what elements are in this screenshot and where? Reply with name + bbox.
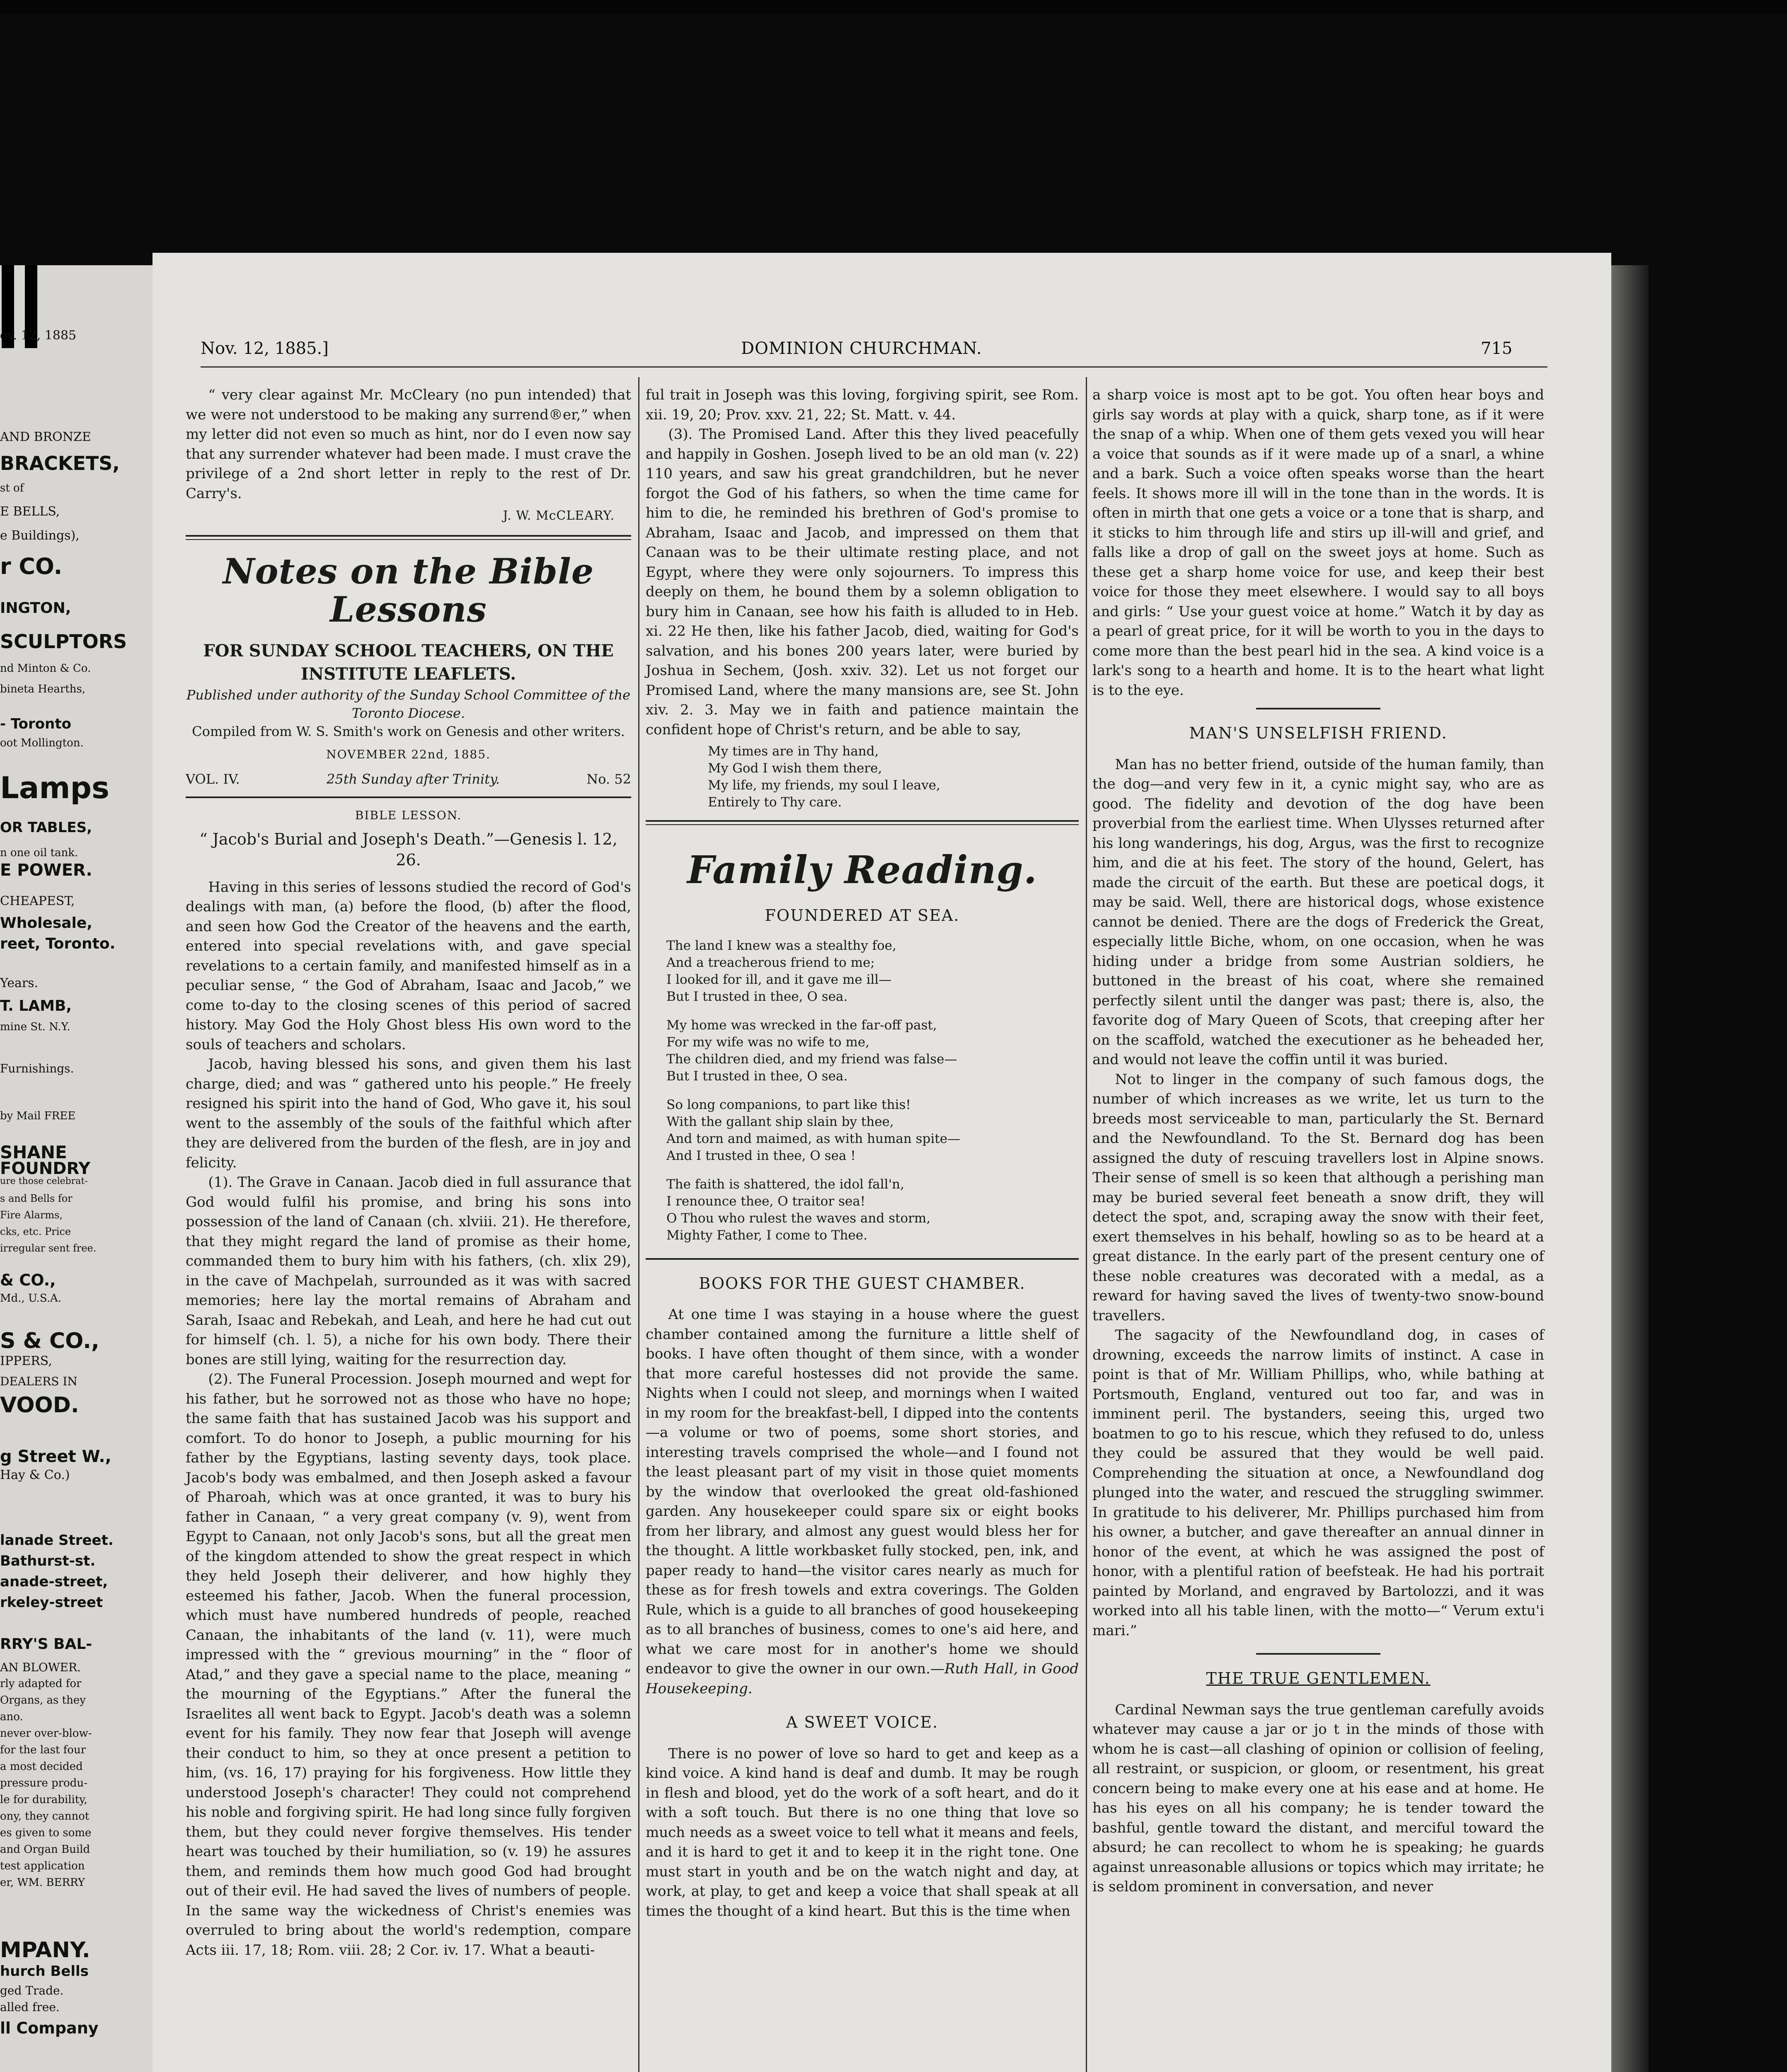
poem-line: O Thou who rulest the waves and storm, [666, 1210, 931, 1226]
lesson-title: “ Jacob's Burial and Joseph's Death.”—Genesis l. 12, 26. [199, 830, 617, 869]
previous-page-fragment: Fire Alarms, [0, 1209, 63, 1221]
header-title: DOMINION CHURCHMAN. [741, 339, 982, 358]
section-rule [186, 535, 631, 540]
column-2 [646, 385, 1079, 1921]
previous-page-fragment: - Toronto [0, 716, 71, 732]
previous-page-fragment: E BELLS, [0, 504, 60, 519]
lesson-paragraph: (1). The Grave in Canaan. Jacob died in full assurance that God would fulfil his promise, and bring his sons into possession of the land of Canaan (ch. xlviii. 21). He therefore, that they might regard the land of promise as their home, commanded them to bury him with his fathers, (ch. xlix 29), in the cave of Machpelah, surrounded as it was with sacred memories; here lay the mortal remains of Abraham and Sarah, Isaac and Rebekah, and Leah, and here he had cut out for himself (ch. l. 5), a niche for his own body. There their bones are still lying, waiting for the resurrection day. [186, 1174, 631, 1368]
previous-page-fragment: Wholesale, [0, 915, 92, 932]
gentleman-title: THE TRUE GENTLEMEN. [1206, 1669, 1431, 1687]
previous-page-fragment: and Organ Build [0, 1843, 90, 1856]
poem-line: For my wife was no wife to me, [666, 1034, 869, 1050]
previous-page-fragment: alled free. [0, 2000, 60, 2014]
previous-page-fragment: s and Bells for [0, 1193, 73, 1204]
hymn-line: My life, my friends, my soul I leave, [708, 778, 940, 793]
sweet-voice-title: A SWEET VOICE. [786, 1713, 939, 1732]
column-rule [638, 377, 639, 2072]
letter-ending: “ very clear against Mr. McCleary (no pun intended) that we were not understood to be making any surrend®er,” when my letter did not even so much as hint, nor do I even now say that any surrender whatever had been made. I must crave the privilege of a 2nd short letter in reply to the rest of Dr. Carry's. [186, 387, 631, 502]
previous-page-fragment: Lamps [0, 770, 109, 805]
previous-page-fragment: SHANE [0, 1142, 67, 1162]
section-rule [186, 796, 631, 798]
newspaper-page [153, 253, 1611, 2072]
previous-page-fragment: a most decided [0, 1760, 83, 1773]
books-title: BOOKS FOR THE GUEST CHAMBER. [699, 1274, 1026, 1293]
previous-page-fragment: E POWER. [0, 861, 92, 880]
friend-paragraph: Not to linger in the company of such famous dogs, the number of which increases as we write, let us turn to the breeds most serviceable to man, particularly the St. Bernard and the Newfoundland. To the St. Bernard dog has been assigned the duty of rescuing travellers lost in Alpine snows. Their sense of smell is so keen that although a perishing man may be buried several feet beneath a snow drift, they will detect the spot, and, scraping away the snow with their feet, exert themselves in his behalf, howling so as to be heard at a great distance. In the early part of the present century one of these noble creatures was decorated with a medal, as a reward for having saved the lives of twenty-two snow-bound travellers. [1092, 1071, 1544, 1324]
lesson-paragraph: (2). The Funeral Procession. Joseph mourned and wept for his father, but he sorrowed not as those who have no hope; the same faith that has sustained Jacob was his support and comfort. To do honor to Joseph, a public mourning for his father by the Egyptians, lasting seventy days, took place. Jacob's body was embalmed, and then Joseph asked a favour of Pharoah, which was at once granted, it was to bury his father in Canaan, “ a very great company (v. 9), went from Egypt to Canaan, not only Jacob's sons, but all the great men of the kingdom attended to show the great respect in which they held Joseph their deliverer, and how highly they esteemed his father, Jacob. When the funeral procession, which must have numbered hundreds of people, reached Canaan, the inhabitants of the land (v. 11), were much impressed with the “ grevious mourning” in the “ floor of Atad,” and they gave a special name to the place, meaning “ the mourning of the Egyptians.” After the funeral the Israelites all went back to Egypt. Jacob's death was a solemn event for his family. They now fear that Joseph will avenge their conduct to him, so they at once present a petition to him, (vs. 16, 17) praying for his forgiveness. How little they understood Joseph's character! They could not comprehend his noble and forgiving spirit. He had long since fully forgiven them, but they could never forgive themselves. His tender heart was touched by their humiliation, so (v. 19) he assures them, and reminds them how much good God had brought out of their evil. He had saved the lives of numbers of people. In the same way the wickedness of Christ's enemies was overruled to bring about the world's redemption, compare Acts iii. 17, 18; Rom. viii. 28; 2 Cor. iv. 17. What a beauti- [186, 1371, 631, 1958]
poem-line: And torn and maimed, as with human spite— [666, 1131, 961, 1146]
previous-page-fragment: DEALERS IN [0, 1375, 77, 1388]
previous-page-fragment: IPPERS, [0, 1354, 52, 1368]
previous-page-fragment: anade-street, [0, 1573, 108, 1590]
friend-title: MAN'S UNSELFISH FRIEND. [1189, 724, 1448, 742]
foundered-title: FOUNDERED AT SEA. [765, 906, 960, 925]
notes-authority: Published under authority of the Sunday School Committee of the Toronto Diocese. [186, 687, 631, 721]
previous-page-fragment: AND BRONZE [0, 430, 91, 444]
previous-page-fragment: ony, they cannot [0, 1810, 90, 1823]
poem-line: And a treacherous friend to me; [666, 955, 875, 970]
letter-signature: J. W. McCLEARY. [503, 508, 615, 523]
lesson-meta-row [186, 770, 631, 789]
poem-line: Mighty Father, I come to Thee. [666, 1227, 867, 1243]
previous-page-fragment: Organs, as they [0, 1694, 86, 1706]
hymn-line: Entirely to Thy care. [708, 795, 842, 810]
previous-page-fragment: es given to some [0, 1827, 92, 1839]
poem-line: My home was wrecked in the far-off past, [666, 1017, 937, 1033]
section-rule [1256, 1653, 1380, 1655]
previous-page-fragment: cks, etc. Price [0, 1226, 71, 1237]
previous-page-fragment: reet, Toronto. [0, 935, 116, 952]
books-paragraph [646, 1305, 1079, 1699]
previous-page-fragment: AN BLOWER. [0, 1661, 81, 1674]
poem-line: But I trusted in thee, O sea. [666, 1068, 848, 1084]
poem-line: The faith is shattered, the idol fall'n, [666, 1176, 904, 1192]
lesson-paragraph: (3). The Promised Land. After this they lived peacefully and happily in Goshen. Joseph lived to be an old man (v. 22) 110 years, and saw his great grandchildren, but he never forgot the God of his fathers, so when the time came for him to die, he reminded his brethren of God's promise to Abraham, Isaac and Jacob, and impressed on them that Canaan was to be their ultimate resting place, and not Egypt, where they were only sojourners. To impress this deeply on them, he bound them by a solemn obligation to bury him in Canaan, see how his faith is alluded to in Heb. xi. 22 He then, like his father Jacob, died, waiting for God's salvation, and his bones 200 years later, were buried by Joshua in Sechem, (Josh. xxiv. 32). Let us not forget our Promised Land, where the many mansions are, see St. John xiv. 2. 3. May we in faith and patience maintain the confident hope of Christ's return, and be able to say, [646, 426, 1079, 738]
previous-page-fragment: Furnishings. [0, 1062, 74, 1075]
poem-line: I looked for ill, and it gave me ill— [666, 972, 892, 987]
previous-page-fragment: mine St. N.Y. [0, 1021, 70, 1033]
column-3 [1092, 385, 1544, 1897]
previous-page-fragment: OR TABLES, [0, 819, 92, 836]
previous-page-fragment: MPANY. [0, 1938, 90, 1963]
previous-page-fragment: Hay & Co.) [0, 1468, 70, 1482]
notes-subtitle: FOR SUNDAY SCHOOL TEACHERS, ON THE INSTITUTE LEAFLETS. [203, 641, 614, 684]
previous-page-fragment: lanade Street. [0, 1532, 114, 1549]
poem-foundered-at-sea [646, 937, 1079, 1244]
previous-page-fragment: ll Company [0, 2019, 99, 2037]
previous-page-fragment: T. LAMB, [0, 997, 72, 1014]
previous-page-fragment: irregular sent free. [0, 1242, 97, 1254]
volume-label: VOL. IV. [186, 771, 240, 787]
previous-page-fragment: INGTON, [0, 600, 71, 617]
previous-page-fragment: FOUNDRY [0, 1159, 91, 1178]
scanner-border [0, 0, 1787, 14]
family-reading-title: Family Reading. [687, 847, 1037, 892]
sweet-voice-continued: a sharp voice is most apt to be got. You often hear boys and girls say words at play with a quick, sharp tone, as if it were the snap of a whip. When one of them gets vexed you will hear a voice that sounds as if it were made up of a snarl, a whine and a bark. Such a voice often speaks worse than the heart feels. It shows more ill will in the tone than in the words. It is often in mirth that one gets a voice or a tone that is sharp, and it sticks to him through life and stirs up ill-will and grief, and falls like a drop of gall on the sweet joys at home. Such as these get a sharp home voice for use, and keep their best voice for those they meet elsewhere. I would say to all boys and girls: “ Use your guest voice at home.” Watch it by day as a pearl of great price, for it will be worth to you in the days to come more than the best pearl hid in the sea. A kind voice is a lark's song to a hearth and home. It is to the heart what light is to the eye. [1092, 387, 1544, 699]
sunday-label: 25th Sunday after Trinity. [326, 771, 500, 787]
previous-page-fragment: le for durability, [0, 1794, 87, 1806]
previous-page-fragment: ged Trade. [0, 1984, 64, 1997]
previous-page-fragment: RRY'S BAL- [0, 1636, 92, 1653]
previous-page-fragment: S & CO., [0, 1329, 99, 1353]
poem-line: I renounce thee, O traitor sea! [666, 1193, 866, 1209]
page-edge-shadow [1611, 265, 1649, 2072]
previous-page-fragment: ov. 12, 1885 [0, 328, 77, 343]
previous-page-fragment: rkeley-street [0, 1594, 103, 1611]
previous-page-fragment: n one oil tank. [0, 847, 78, 859]
poem-line: But I trusted in thee, O sea. [666, 989, 848, 1004]
column-1 [186, 385, 631, 1960]
lesson-label: BIBLE LESSON. [355, 808, 462, 823]
notes-title: Notes on the Bible Lessons [223, 550, 594, 630]
poem-line: With the gallant ship slain by thee, [666, 1114, 894, 1129]
poem-line: So long companions, to part like this! [666, 1097, 911, 1112]
hymn-line: My God I wish them there, [708, 761, 882, 776]
books-credit: —Ruth Hall, in Good Housekeeping. [646, 1661, 1079, 1697]
notes-compiled: Compiled from W. S. Smith's work on Genesis and other writers. [192, 724, 625, 740]
poem-line: The land I knew was a stealthy foe, [666, 938, 896, 953]
friend-paragraph: Man has no better friend, outside of the human family, than the dog—and very few in it, a cynic might say, who are as good. The fidelity and devotion of the dog have been proverbial from the earliest time. When Ulysses returned after his long wanderings, his dog, Argus, was the first to recognize him, and die at his feet. The story of the hound, Gelert, has made the circuit of the earth. But these are poetical dogs, it may be said. Well, there are historical dogs, whose existence cannot be denied. There are the dogs of Frederick the Great, especially little Biche, whom, on one occasion, when he was hiding under a bridge from some Austrian soldiers, he buttoned in the breast of his coat, where she remained perfectly silent until the danger was past; there is, also, the favorite dog of Mary Queen of Scots, that creeping after her on the scaffold, watched the executioner as he beheaded her, and would not leave the coffin until it was buried. [1092, 756, 1544, 1068]
previous-page-fragment: rly adapted for [0, 1677, 82, 1690]
previous-page-fragment: BRACKETS, [0, 452, 120, 474]
previous-page-fragment: hurch Bells [0, 1963, 89, 1980]
previous-page-fragment: SCULPTORS [0, 630, 127, 653]
notes-date: NOVEMBER 22nd, 1885. [326, 748, 491, 762]
previous-page-fragment: e Buildings), [0, 528, 80, 543]
poem-line: The children died, and my friend was false— [666, 1051, 957, 1067]
lesson-paragraph: ful trait in Joseph was this loving, forgiving spirit, see Rom. xii. 19, 20; Prov. xxv. 21, 22; St. Matt. v. 44. [646, 387, 1079, 423]
previous-page-fragment: er, WM. BERRY [0, 1876, 85, 1889]
gentleman-paragraph: Cardinal Newman says the true gentleman carefully avoids whatever may cause a jar or jo t in the minds of those with whom he is cast—all clashing of opinion or collision of feeling, all restraint, or suspicion, or gloom, or resentment, his great concern being to make every one at his ease and at home. He has his eyes on all his company; he is tender toward the bashful, gentle toward the distant, and merciful toward the absurd; he can recollect to whom he is speaking; he guards against unreasonable allusions or topics which may irritate; he is seldom prominent in conversation, and never [1092, 1701, 1544, 1895]
previous-page-edge [0, 265, 154, 2072]
previous-page-fragment: nd Minton & Co. [0, 662, 91, 675]
header-rule [201, 366, 1547, 368]
previous-page-fragment: bineta Hearths, [0, 683, 86, 695]
previous-page-fragment: g Street W., [0, 1447, 111, 1466]
previous-page-fragment: CHEAPEST, [0, 894, 75, 908]
previous-page-fragment: pressure produ- [0, 1777, 87, 1789]
section-rule [646, 1258, 1079, 1260]
previous-page-fragment: never over-blow- [0, 1727, 92, 1740]
previous-page-fragment: r CO. [0, 553, 63, 579]
previous-page-fragment: Md., U.S.A. [0, 1292, 62, 1305]
previous-page-fragment: & CO., [0, 1271, 56, 1289]
previous-page-fragment: Bathurst-st. [0, 1553, 96, 1569]
section-rule [646, 820, 1079, 825]
previous-page-fragment: Years. [0, 976, 39, 990]
sweet-voice-paragraph: There is no power of love so hard to get and keep as a kind voice. A kind hand is deaf and dumb. It may be rough in flesh and blood, yet do the work of a soft heart, and do it with a soft touch. But there is no one thing that love so much needs as a sweet voice to tell what it means and feels, and it is hard to get it and to keep it in the right tone. One must start in youth and be on the watch night and day, at work, at play, to get and keep a voice that shall speak at all times the thought of a kind heart. But this is the time when [646, 1745, 1079, 1920]
column-rule [1086, 377, 1087, 2072]
hymn-verse [646, 743, 1079, 811]
previous-page-fragment: st of [0, 482, 24, 494]
previous-page-fragment: ure those celebrat- [0, 1176, 88, 1186]
previous-page-fragment: test application [0, 1860, 85, 1872]
poem-line: And I trusted in thee, O sea ! [666, 1148, 856, 1163]
header-page-number: 715 [1481, 339, 1513, 358]
number-label: No. 52 [586, 771, 631, 787]
previous-page-fragment: VOOD. [0, 1393, 79, 1418]
section-rule [1256, 708, 1380, 709]
header-date: Nov. 12, 1885.] [201, 339, 329, 358]
hymn-line: My times are in Thy hand, [708, 744, 879, 759]
lesson-paragraph: Having in this series of lessons studied the record of God's dealings with man, (a) before the flood, (b) after the flood, and seen how God the Creator of the heavens and the earth, entered into special revelations with, and gave special revelations to a certain family, and manifested himself as in a peculiar sense, “ the God of Abraham, Isaac and Jacob,” we come to-day to the closing scenes of this period of sacred history. May God the Holy Ghost bless His own word to the souls of teachers and scholars. [186, 879, 631, 1053]
previous-page-fragment: oot Mollington. [0, 737, 84, 749]
previous-page-fragment: for the last four [0, 1744, 86, 1756]
books-text: At one time I was staying in a house where the guest chamber contained among the furniture a little shelf of books. I have often thought of them since, with a wonder that more careful hostesses did not provide the same. Nights when I could not sleep, and mornings when I waited in my room for the breakfast-bell, I dipped into the contents—a volume or two of poems, some short stories, and interesting travels comprised the whole—and I found not the least pleasant part of my visit in those quiet moments by the window that overlooked the great old-fashioned garden. Any housekeeper could spare six or eight books from her library, and almost any guest would bless her for the thought. A little workbasket fully stocked, pen, ink, and paper ready to hand—the visitor cares nearly as much for these as for fresh towels and extra coverings. The Golden Rule, which is a guide to all branches of good housekeeping as to all branches of business, comes to one's aid here, and what we care most for in another's home we should endeavor to give the owner in our own. [646, 1306, 1079, 1677]
friend-paragraph: The sagacity of the Newfoundland dog, in cases of drowning, exceeds the narrow limits of instinct. A case in point is that of Mr. William Phillips, who, while bathing at Portsmouth, England, ventured out too far, and was in imminent peril. The bystanders, seeing this, urged two boatmen to go to his rescue, which they refused to do, unless they could be assured that they would be well paid. Comprehending the situation at once, a Newfoundland dog plunged into the water, and rescued the struggling swimmer. In gratitude to his deliverer, Mr. Phillips purchased him from his owner, a butcher, and gave thereafter an annual dinner in honor of the event, at which he was assigned the post of honor, with a plentiful ration of beefsteak. He had his portrait painted by Morland, and engraved by Bartolozzi, and it was worked into all his table linen, with the motto—“ Verum extu'i mari.” [1092, 1327, 1544, 1639]
previous-page-fragment: by Mail FREE [0, 1110, 76, 1122]
lesson-paragraph: Jacob, having blessed his sons, and given them his last charge, died; and was “ gathered unto his people.” He freely resigned his spirit into the hand of God, Who gave it, his soul went to the assembly of the souls of the faithful which after they are delivered from the burden of the flesh, are in joy and felicity. [186, 1056, 631, 1171]
previous-page-fragment: ano. [0, 1711, 23, 1723]
